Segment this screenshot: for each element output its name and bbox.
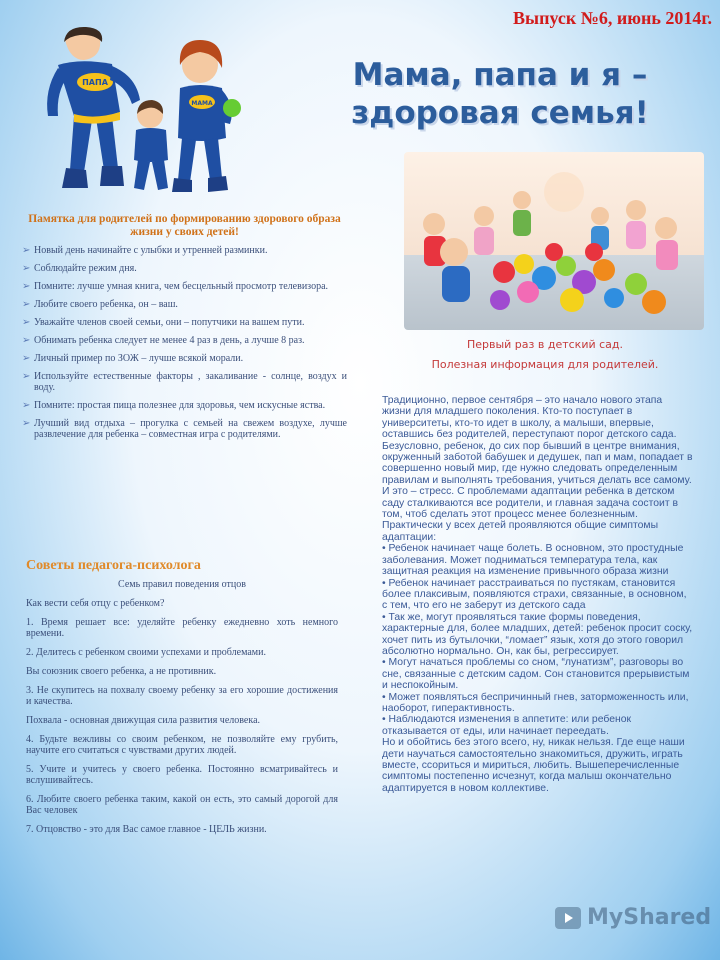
article-paragraph: • Ребенок начинает чаще болеть. В основном, это простудные заболевания. Может подниматься температура тела, как защитная реакция на изменение привычного образа жизни bbox=[382, 543, 684, 578]
memo-title: Памятка для родителей по формированию здорового образа жизни у своих детей! bbox=[28, 213, 341, 238]
psychologist-advice bbox=[26, 560, 338, 843]
arrow-bullet-icon: ➢ bbox=[22, 418, 31, 429]
balloons-group bbox=[490, 243, 666, 314]
dad-figure bbox=[47, 27, 140, 188]
article-paragraph: • Могут начаться проблемы со сном, “лунатизм”, разговоры во сне, связанные с детским садом. Сон становится прерывистым и неспокойным. bbox=[382, 657, 690, 692]
photo-caption: Первый раз в детский сад. bbox=[466, 338, 624, 351]
advice-line: Похвала - основная движущая сила развития человека. bbox=[26, 715, 261, 726]
mom-figure bbox=[172, 40, 241, 192]
issue-label: Выпуск №6, июнь 2014г. bbox=[513, 8, 712, 28]
kindergarten-photo bbox=[404, 152, 704, 330]
arrow-bullet-icon: ➢ bbox=[22, 263, 31, 274]
advice-line: Как вести себя отцу с ребенком? bbox=[26, 598, 165, 609]
article-paragraph: Традиционно, первое сентября – это начало нового этапа жизни для младшего поколения. Кто-то поступает в университеты, кто-то идет в школу, а малыши, впервые, оставшись без родителей, переступают порог детского сада. bbox=[382, 395, 677, 441]
memo-item: ➢ Обнимать ребенка следует не менее 4 раз в день, а лучше 8 раз. bbox=[22, 335, 305, 346]
article-paragraph: • Может появляться беспричинный гнев, заторможенность или, наоборот, гиперактивность. bbox=[382, 691, 689, 714]
arrow-bullet-icon: ➢ bbox=[22, 371, 31, 382]
watermark-text: MyShared bbox=[587, 905, 712, 930]
arrow-bullet-icon: ➢ bbox=[22, 281, 31, 292]
advice-line: 6. Любите своего ребенка таким, какой он есть, это самый дорогой для Вас человек bbox=[26, 794, 338, 816]
article-paragraph: • Ребенок начинает расстраиваться по пустякам, становится более плаксивым, появляются страхи, связанные, в основном, с тем, что его не заберут из детского сада bbox=[382, 577, 687, 612]
kindergarten-article bbox=[382, 395, 694, 794]
advice-line: 1. Время решает все: уделяйте ребенку ежедневно хоть немного времени. bbox=[26, 617, 338, 639]
advice-line: 2. Делитесь с ребенком своими успехами и проблемами. bbox=[26, 647, 266, 658]
child-figure bbox=[134, 100, 168, 190]
advice-line: 3. Не скупитесь на похвалу своему ребенку за его хорошие достижения и качества. bbox=[26, 685, 338, 707]
memo-item: ➢ Любите своего ребенка, он – ваш. bbox=[22, 299, 178, 310]
arrow-bullet-icon: ➢ bbox=[22, 353, 31, 364]
advice-line: 5. Учите и учитесь у своего ребенка. Постоянно всматривайтесь и вслушивайтесь. bbox=[26, 764, 338, 786]
advice-line: 7. Отцовство - это для Вас самое главное - ЦЕЛЬ жизни. bbox=[26, 824, 267, 835]
watermark bbox=[555, 905, 711, 930]
arrow-bullet-icon: ➢ bbox=[22, 299, 31, 310]
article-paragraph: Безусловно, ребенок, до сих пор бывший в центре внимания, окруженный заботой бабушек и дедушек, пап и мам, попадает в совершенно новый мир, где нужно следовать определенным правилам и выполнять требования, учиться делать все самому. И это – стресс. С проблемами адаптации ребенка в детском саду сталкиваются все родители, и главная задача состоит в том, чтоб сделать этот процесс менее болезненным. Практически у всех детей проявляются общие симптомы адаптации: bbox=[382, 440, 693, 543]
article-paragraph: Но и обойтись без этого всего, ну, никак нельзя. Где еще наши дети научаться самостоятельно знакомиться, дружить, играть вместе, ссориться и мириться, любить. Вышеперечисленные симптомы постепенно исчезнут, когда малыш окончательно адаптируется в новом коллективе. bbox=[382, 737, 685, 794]
play-logo-icon bbox=[555, 907, 581, 929]
photo-subcaption: Полезная информация для родителей. bbox=[431, 358, 659, 371]
memo-item: ➢ Лучший вид отдыха – прогулка с семьей на свежем воздухе, лучше развлечение для ребенка – совместная игра с родителями. bbox=[22, 418, 347, 440]
parents-memo bbox=[22, 213, 347, 447]
arrow-bullet-icon: ➢ bbox=[22, 400, 31, 411]
superhero-family-illustration bbox=[40, 20, 250, 200]
article-paragraph: • Так же, могут проявляться такие формы поведения, характерные для, более младших, детей: ребенок просит соску, хочет пить из бутылочки, “ломает” язык, хотя до этого говорил абсолютно нормально. Он, как бы, регрессирует. bbox=[382, 611, 693, 657]
memo-item: ➢ Соблюдайте режим дня. bbox=[22, 263, 137, 274]
arrow-bullet-icon: ➢ bbox=[22, 245, 31, 256]
advice-title: Советы педагога-психолога bbox=[26, 558, 201, 573]
arrow-bullet-icon: ➢ bbox=[22, 335, 31, 346]
advice-subtitle: Семь правил поведения отцов bbox=[118, 579, 246, 590]
advice-line: Вы союзник своего ребенка, а не противник. bbox=[26, 666, 217, 677]
arrow-bullet-icon: ➢ bbox=[22, 317, 31, 328]
advice-line: 4. Будьте вежливы со своим ребенком, не позволяйте ему грубить, научите его считаться с чувствами других людей. bbox=[26, 734, 338, 756]
memo-item: ➢ Уважайте членов своей семьи, они – попутчики на вашем пути. bbox=[22, 317, 305, 328]
memo-item: ➢ Используйте естественные факторы , закаливание - солнце, воздух и воду. bbox=[22, 371, 347, 393]
memo-item: ➢ Личный пример по ЗОЖ – лучше всякой морали. bbox=[22, 353, 244, 364]
memo-item: ➢ Помните: простая пища полезнее для здоровья, чем искусные яства. bbox=[22, 400, 326, 411]
papa-badge: ПАПА bbox=[82, 78, 108, 87]
memo-item: ➢ Новый день начинайте с улыбки и утренней разминки. bbox=[22, 245, 268, 256]
memo-list bbox=[22, 245, 347, 440]
article-paragraph: • Наблюдаются изменения в аппетите: или ребенок отказывается от еды, или начинает переедать. bbox=[382, 714, 632, 737]
mama-badge: МАМА bbox=[191, 100, 213, 107]
page-title: Мама, папа и я – здоровая семья! bbox=[351, 57, 649, 131]
memo-item: ➢ Помните: лучше умная книга, чем бесцельный просмотр телевизора. bbox=[22, 281, 329, 292]
